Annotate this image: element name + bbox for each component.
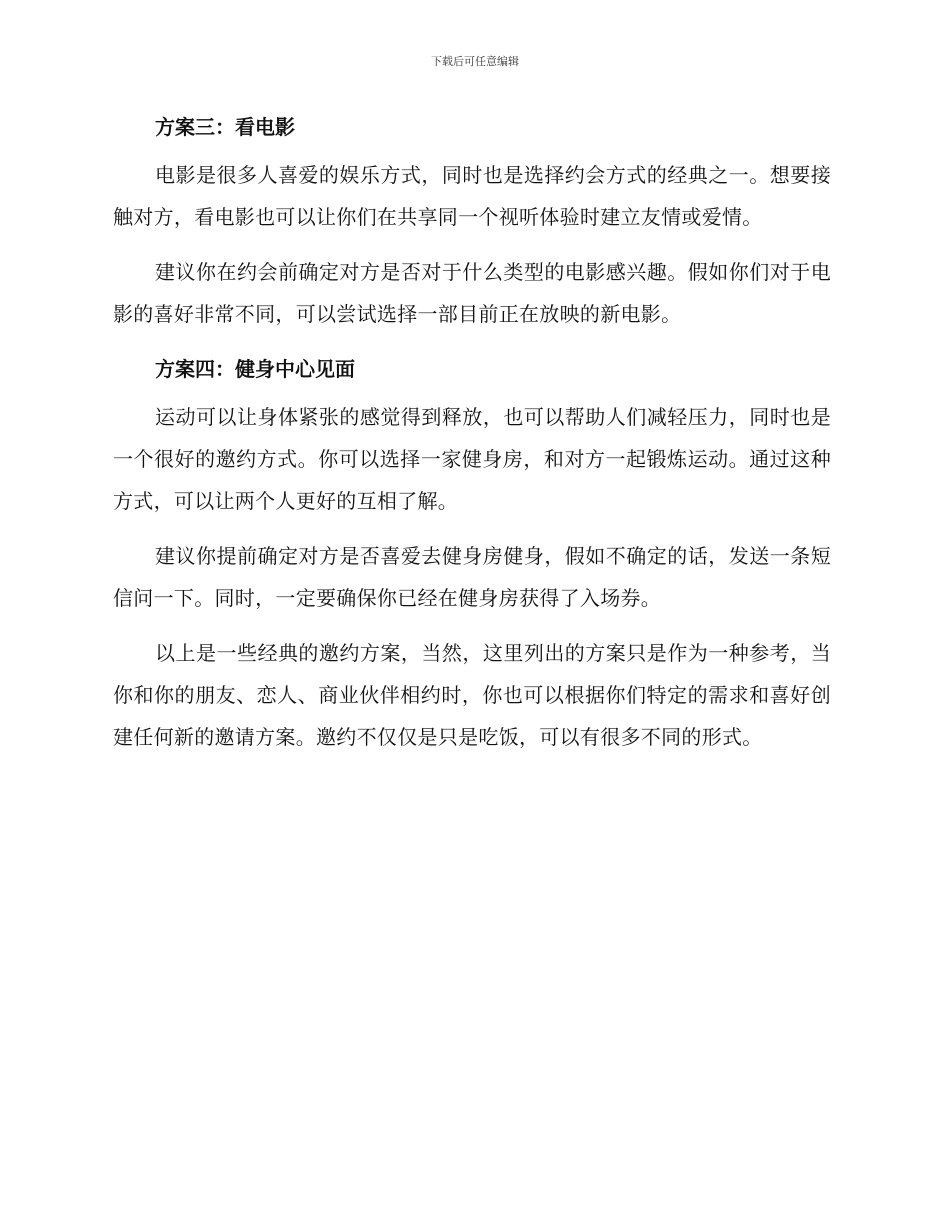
page-header: 下载后可任意编辑 — [431, 55, 519, 68]
paragraph: 建议你在约会前确定对方是否对于什么类型的电影感兴趣。假如你们对于电影的喜好非常不同，可以尝试选择一部目前正在放映的新电影。 — [113, 260, 831, 326]
paragraph: 运动可以让身体紧张的感觉得到释放，也可以帮助人们减轻压力，同时也是一个很好的邀约方式。你可以选择一家健身房，和对方一起锻炼运动。通过这种方式，可以让两个人更好的互相了解。 — [113, 405, 831, 513]
document-body — [113, 106, 831, 771]
paragraph: 电影是很多人喜爱的娱乐方式，同时也是选择约会方式的经典之一。想要接触对方，看电影也可以让你们在共享同一个视听体验时建立友情或爱情。 — [113, 163, 831, 229]
paragraph: 建议你提前确定对方是否喜爱去健身房健身，假如不确定的话，发送一条短信问一下。同时，一定要确保你已经在健身房获得了入场券。 — [113, 544, 831, 610]
section-heading-movie: 方案三：看电影 — [155, 115, 295, 139]
section-heading-gym: 方案四：健身中心见面 — [155, 357, 355, 381]
paragraph: 以上是一些经典的邀约方案，当然，这里列出的方案只是作为一种参考，当你和你的朋友、恋人、商业伙伴相约时，你也可以根据你们特定的需求和喜好创建任何新的邀请方案。邀约不仅仅是只是吃饭，可以有很多不同的形式。 — [113, 641, 831, 749]
